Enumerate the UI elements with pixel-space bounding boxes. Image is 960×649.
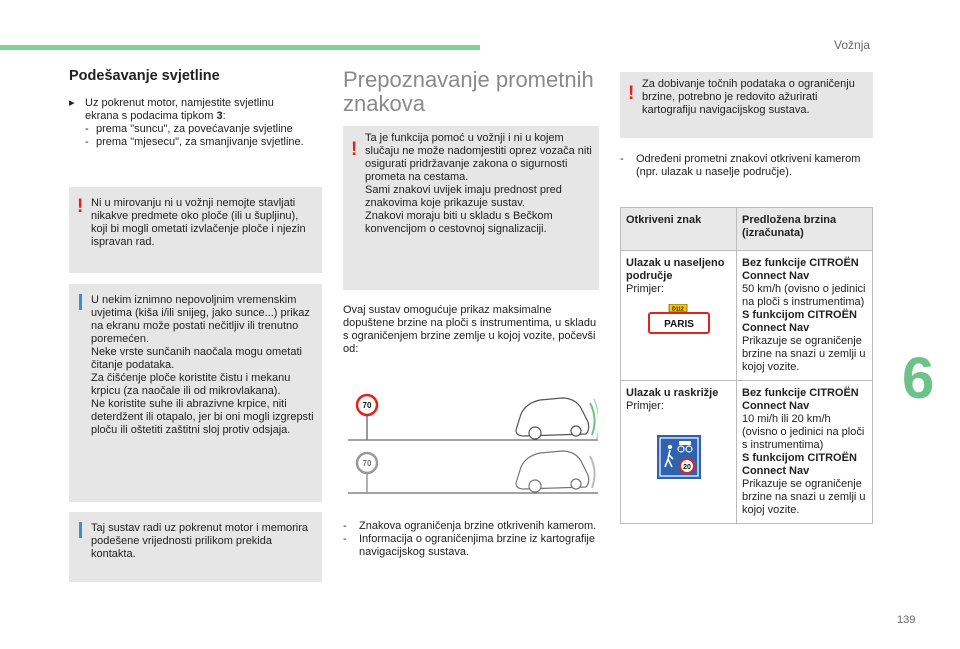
warning-icon: ! <box>77 196 84 217</box>
sub-item-sun <box>69 123 321 136</box>
table-header-speed: Predložena brzina (izračunata) <box>737 208 873 251</box>
detected-signs-bullet <box>620 153 873 179</box>
dash-marker: - <box>343 520 347 532</box>
brightness-key: 3 <box>216 110 223 122</box>
table-row <box>621 251 873 381</box>
chapter-number: 6 <box>902 346 935 411</box>
speed-title-with-nav: S funkcijom CITROËN Connect Nav <box>742 309 857 334</box>
pedestrian-icon <box>667 445 671 449</box>
speed-text-with-nav: Prikazuje se ograničenje brzine na snazi u zemlji u kojoj vozite. <box>742 335 866 373</box>
brightness-heading: Podešavanje svjetline <box>69 68 220 84</box>
info-para-c: Za čišćenje ploče koristite čistu i mekanu krpicu (za naočale ili od mikrovlakana). <box>91 372 291 397</box>
intro-paragraph: Ovaj sustav omogućuje prikaz maksimalne dopuštene brzine na ploči s instrumentima, u skladu s ograničenjem brzine zemlje u kojoj vozite, počevši od: <box>343 304 597 355</box>
row-example: Primjer: <box>626 400 664 412</box>
step-item <box>69 97 321 123</box>
town-name-text: PARIS <box>663 319 694 330</box>
page-number: 139 <box>897 614 916 626</box>
town-sign-wrap <box>626 304 731 340</box>
header-accent-bar <box>0 45 480 50</box>
source-camera-text: Znakova ograničenja brzine otkrivenih kamerom. <box>359 520 597 532</box>
table-header-row <box>621 208 873 251</box>
detected-signs-text: Određeni prometni znakovi otkriveni kamerom (npr. ulazak u naselje područje). <box>636 153 861 178</box>
zone-speed-value: 20 <box>682 464 691 471</box>
row-example: Primjer: <box>626 283 664 295</box>
road-number-text: D112 <box>671 306 684 313</box>
warning-box-panel <box>69 187 322 273</box>
brightness-steps <box>69 97 321 149</box>
speed-sign-illustration <box>348 385 598 495</box>
step-line-2-text: ekrana s podacima tipkom <box>85 110 217 122</box>
speed-text-without-nav: 10 mi/h ili 20 km/h (ovisno o jedinici na ploči s instrumentima) <box>742 413 865 451</box>
town-entry-sign-icon <box>647 304 711 336</box>
camera-wave-icon <box>590 456 595 488</box>
car-wheel-icon <box>571 426 581 436</box>
dash-marker: - <box>343 533 347 545</box>
car-pictogram <box>679 441 691 445</box>
section-title: Vožnja <box>834 38 871 52</box>
source-camera-item <box>343 520 601 533</box>
dash-marker: - <box>85 136 89 148</box>
table-cell-sign <box>621 251 737 381</box>
speed-title-without-nav: Bez funkcije CITROËN Connect Nav <box>742 387 859 412</box>
warning-box-assist <box>343 126 599 290</box>
row-title: Ulazak u naseljeno područje <box>626 257 725 282</box>
table-header-detected: Otkriveni znak <box>621 208 737 251</box>
assist-warning-c: Znakovi moraju biti u skladu s Bečkom konvencijom o cestovnoj signalizaciji. <box>365 210 553 235</box>
source-map-text: Informacija o ograničenjima brzine iz kartografije navigacijskog sustava. <box>359 533 595 558</box>
speed-table <box>620 207 873 524</box>
row-title: Ulazak u raskrižje <box>626 387 719 399</box>
camera-wave-icon <box>590 403 595 435</box>
assist-warning-text <box>365 132 593 236</box>
table-cell-speed <box>737 251 873 381</box>
info-para-d: Ne koristite suhe ili abrazivne krpice, niti deterdžent ili otapalo, jer bi oni mogli izgrepsti ploču ili oštetiti zaštitni sloj protiv odsjaja. <box>91 398 314 436</box>
speed-text-without-nav: 50 km/h (ovisno o jedinici na ploči s instrumentima) <box>742 283 866 308</box>
table-row <box>621 381 873 524</box>
assist-warning-b: Sami znakovi uvijek imaju prednost pred znakovima koje prikazuje sustav. <box>365 184 562 209</box>
dash-marker: - <box>620 153 624 165</box>
car-wheel-icon <box>571 479 581 489</box>
warning-box-maps <box>620 72 873 138</box>
sub-item-moon-text: prema "mjesecu", za smanjivanje svjetline. <box>96 136 304 148</box>
step-line-2 <box>85 110 321 123</box>
info-box-memory <box>69 512 322 582</box>
step-line-1: Uz pokrenut motor, namjestite svjetlinu <box>85 97 274 109</box>
sub-item-sun-text: prema "suncu", za povećavanje svjetline <box>96 123 293 135</box>
maps-warning-text: Za dobivanje točnih podataka o ograničenju brzine, potrebno je redovito ažurirati kartografiju navigacijskog sustava. <box>642 78 855 116</box>
info-para-b: Neke vrste sunčanih naočala mogu ometati čitanje podataka. <box>91 346 302 371</box>
detected-signs-item <box>620 153 873 179</box>
assist-warning-a: Ta je funkcija pomoć u vožnji i ni u kojem slučaju ne može nadomjestiti oprez vozača niti osigurati pridržavanje zakona o sigurnosti prometa na cestama. <box>365 132 592 183</box>
car-wheel-icon <box>529 427 541 439</box>
source-list <box>343 520 601 559</box>
speed-title-without-nav: Bez funkcije CITROËN Connect Nav <box>742 257 859 282</box>
warning-icon: ! <box>628 83 635 104</box>
info-text <box>91 294 316 437</box>
speed-sign-value: 70 <box>362 401 372 410</box>
source-map-item <box>343 533 601 559</box>
zone-sign-wrap <box>626 435 731 483</box>
info-icon <box>77 522 82 538</box>
speed-title-with-nav: S funkcijom CITROËN Connect Nav <box>742 452 857 477</box>
table-cell-speed <box>737 381 873 524</box>
speed-text-with-nav: Prikazuje se ograničenje brzine na snazi u zemlji u kojoj vozite. <box>742 478 866 516</box>
speed-sign-value: 70 <box>362 459 372 468</box>
shared-zone-sign-icon <box>657 435 701 479</box>
warning-icon: ! <box>351 139 358 160</box>
info-icon <box>77 294 82 310</box>
step-marker-icon: ▸ <box>69 97 75 109</box>
dash-marker: - <box>85 123 89 135</box>
step-line-2-colon: : <box>222 110 226 122</box>
table-cell-sign <box>621 381 737 524</box>
info-memory-text: Taj sustav radi uz pokrenut motor i memorira podešene vrijednosti prilikom prekida kontakta. <box>91 522 309 560</box>
info-para-a: U nekim iznimno nepovoljnim vremenskim uvjetima (kiša i/ili snijeg, jako sunce...) prikaz na ekranu može postati nečitljiv ili trenutno poremećen. <box>91 294 310 345</box>
sign-recognition-heading: Prepoznavanje prometnih znakova <box>343 67 594 116</box>
info-box-display <box>69 284 322 502</box>
warning-text: Ni u mirovanju ni u vožnji nemojte stavljati nikakve predmete oko ploče (ili u šupljinu), koji bi mogli ometati izvlačenje ploče i njezin ispravan rad. <box>91 197 306 248</box>
sub-item-moon <box>69 136 321 149</box>
car-wheel-icon <box>529 480 541 492</box>
